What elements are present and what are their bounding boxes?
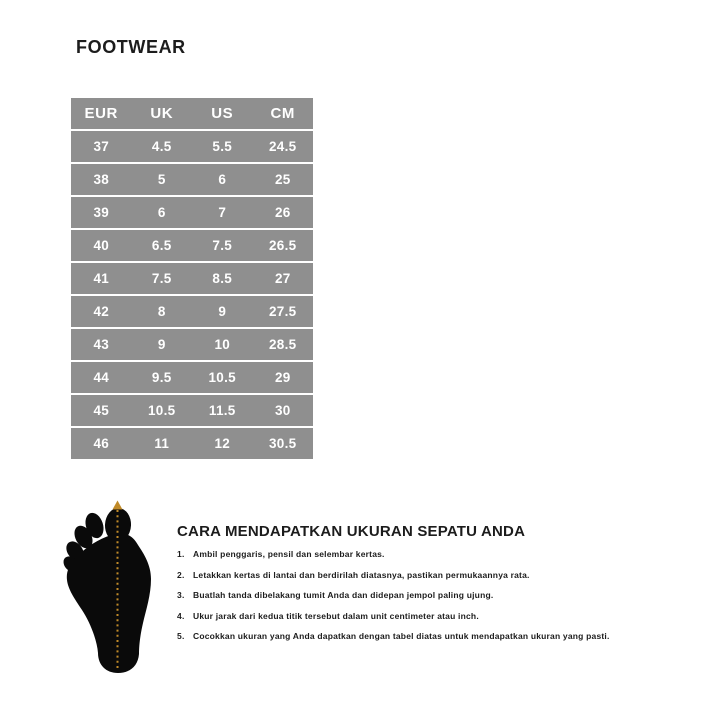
size-cell: 43: [93, 337, 110, 352]
size-cell: 24.5: [269, 139, 297, 154]
measure-arrow-icon: [113, 501, 123, 510]
size-cell: 26.5: [269, 238, 297, 253]
size-cell: 6.5: [151, 238, 172, 253]
size-cell: 11.5: [208, 403, 236, 418]
size-cell: 9: [157, 337, 166, 352]
size-cell: 30.5: [269, 436, 297, 451]
size-cell: 7.5: [212, 238, 233, 253]
size-cell: 7.5: [151, 271, 172, 286]
size-cell: 11: [154, 436, 170, 451]
size-cell: 46: [93, 436, 110, 451]
table-row: [71, 197, 313, 228]
guide-step: Letakkan kertas di lantai dan berdirilah diatasnya, pastikan permukaannya rata.: [193, 569, 530, 580]
column-header: CM: [270, 105, 296, 122]
size-cell: 42: [93, 304, 110, 319]
column-header: US: [211, 105, 234, 122]
guide-step: Ukur jarak dari kedua titik tersebut dalam unit centimeter atau inch.: [193, 610, 479, 621]
guide-step: Buatlah tanda dibelakang tumit Anda dan didepan jempol paling ujung.: [193, 590, 494, 600]
size-cell: 6: [218, 172, 227, 187]
size-cell: 8.5: [212, 271, 233, 286]
size-cell: 41: [93, 271, 110, 286]
guide-step: Ambil penggaris, pensil dan selembar kertas.: [193, 549, 385, 559]
size-cell: 8: [157, 304, 166, 319]
size-cell: 12: [214, 436, 231, 451]
size-cell: 39: [93, 205, 110, 220]
size-cell: 5: [157, 172, 166, 187]
size-cell: 30: [274, 403, 291, 418]
table-row: [71, 362, 313, 393]
size-cell: 38: [93, 172, 110, 187]
size-cell: 45: [93, 403, 110, 418]
table-row: [71, 329, 313, 360]
guide-step: Cocokkan ukuran yang Anda dapatkan dengan tabel diatas untuk mendapatkan ukuran yang pasti.: [193, 631, 610, 641]
column-header: EUR: [84, 105, 118, 122]
guide-heading: CARA MENDAPATKAN UKURAN SEPATU ANDA: [177, 523, 526, 540]
table-row: [71, 230, 313, 261]
guide-steps-list: [177, 550, 657, 653]
size-cell: 29: [274, 370, 291, 385]
size-table-body: [71, 131, 313, 459]
size-cell: 10.5: [208, 370, 236, 385]
table-row: [71, 263, 313, 294]
size-cell: 10.5: [148, 403, 176, 418]
table-row: [71, 395, 313, 426]
size-cell: 25: [274, 172, 291, 187]
size-cell: 40: [93, 238, 110, 253]
size-cell: 9: [218, 304, 227, 319]
column-header: UK: [150, 105, 174, 122]
page-title: FOOTWEAR: [76, 37, 186, 57]
size-cell: 10: [214, 337, 231, 352]
table-row: [71, 164, 313, 195]
size-conversion-table: [71, 98, 313, 461]
size-cell: 7: [218, 205, 227, 220]
size-cell: 26: [274, 205, 291, 220]
size-cell: 6: [157, 205, 166, 220]
size-cell: 27.5: [269, 304, 297, 319]
foot-measure-figure: [55, 495, 165, 680]
table-row: [71, 296, 313, 327]
size-cell: 9.5: [151, 370, 172, 385]
size-cell: 44: [93, 370, 110, 385]
size-cell: 28.5: [269, 337, 297, 352]
table-row: [71, 131, 313, 162]
size-cell: 4.5: [151, 139, 172, 154]
foot-silhouette-icon: [55, 495, 165, 680]
table-row: [71, 428, 313, 459]
size-table-header-row: [71, 98, 313, 129]
size-cell: 5.5: [212, 139, 233, 154]
size-cell: 27: [274, 271, 291, 286]
size-cell: 37: [93, 139, 110, 154]
